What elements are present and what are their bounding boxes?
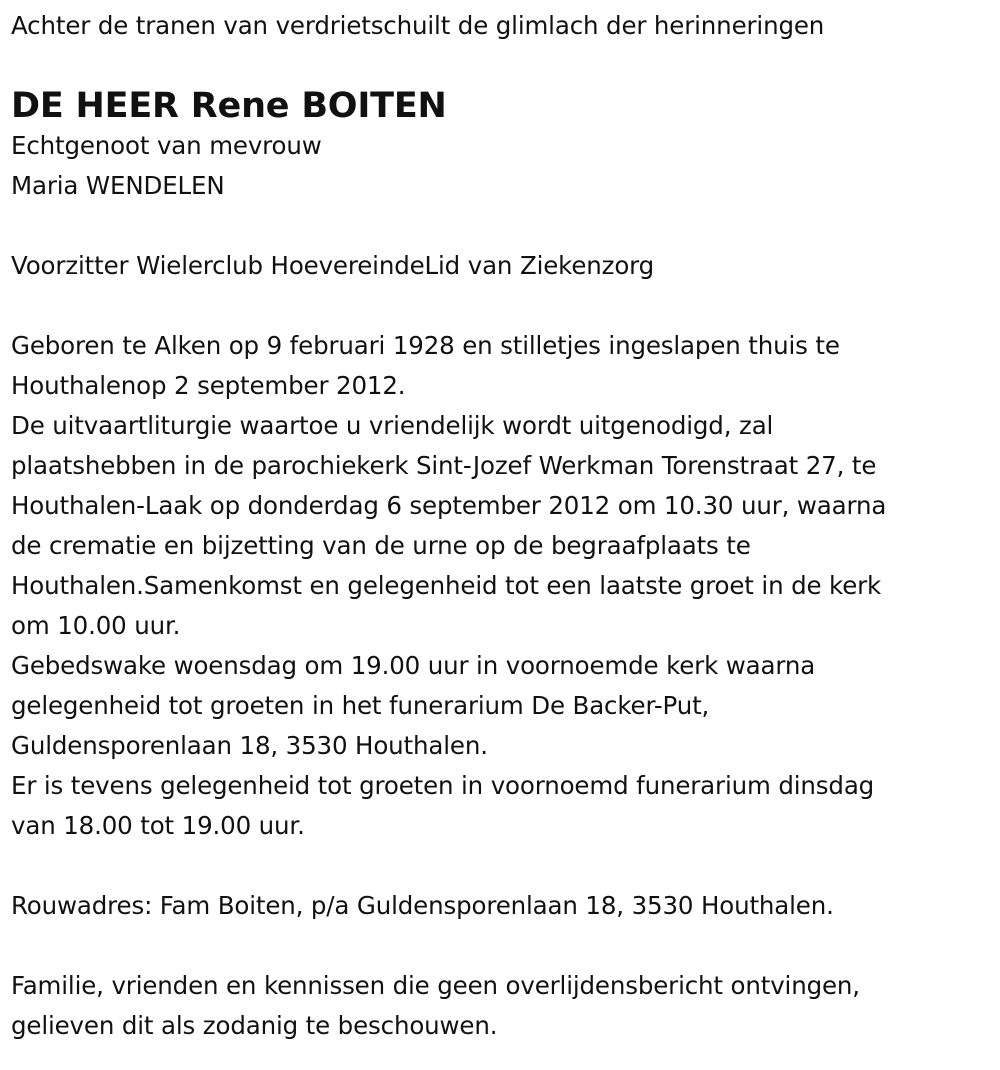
body-line: om 10.00 uur. <box>11 611 181 640</box>
body-line: Er is tevens gelegenheid tot groeten in voornoemd funerarium dinsdag <box>11 771 875 800</box>
body-line: van 18.00 tot 19.00 uur. <box>11 811 305 840</box>
body-line: Gebedswake woensdag om 19.00 uur in voornoemde kerk waarna <box>11 651 816 680</box>
body-line: Houthalen-Laak op donderdag 6 september 2012 om 10.30 uur, waarna <box>11 491 887 520</box>
spouse-line-2: Maria WENDELEN <box>11 171 225 200</box>
body-line: plaatshebben in de parochiekerk Sint-Jozef Werkman Torenstraat 27, te <box>11 451 877 480</box>
body-line: Houthalen.Samenkomst en gelegenheid tot een laatste groet in de kerk <box>11 571 882 600</box>
spacer <box>11 926 986 966</box>
quote: Achter de tranen van verdrietschuilt de glimlach der herinneringen <box>11 11 825 40</box>
obituary-body <box>11 326 986 846</box>
body-line: Houthalenop 2 september 2012. <box>11 371 406 400</box>
memberships: Voorzitter Wielerclub HoevereindeLid van Ziekenzorg <box>11 251 655 280</box>
body-line: gelegenheid tot groeten in het funerarium De Backer-Put, <box>11 691 710 720</box>
body-line: de crematie en bijzetting van de urne op de begraafplaats te <box>11 531 751 560</box>
body-line: Geboren te Alken op 9 februari 1928 en stilletjes ingeslapen thuis te <box>11 331 840 360</box>
obituary-notice <box>11 6 986 1046</box>
spouse-line-1: Echtgenoot van mevrouw <box>11 131 322 160</box>
mourning-address: Rouwadres: Fam Boiten, p/a Guldensporenlaan 18, 3530 Houthalen. <box>11 891 834 920</box>
closing-line: gelieven dit als zodanig te beschouwen. <box>11 1011 498 1040</box>
spacer <box>11 286 986 326</box>
closing-line: Familie, vrienden en kennissen die geen overlijdensbericht ontvingen, <box>11 971 860 1000</box>
body-line: De uitvaartliturgie waartoe u vriendelijk wordt uitgenodigd, zal <box>11 411 774 440</box>
body-line: Guldensporenlaan 18, 3530 Houthalen. <box>11 731 488 760</box>
spacer <box>11 206 986 246</box>
spacer <box>11 846 986 886</box>
deceased-name: DE HEER Rene BOITEN <box>11 86 447 126</box>
